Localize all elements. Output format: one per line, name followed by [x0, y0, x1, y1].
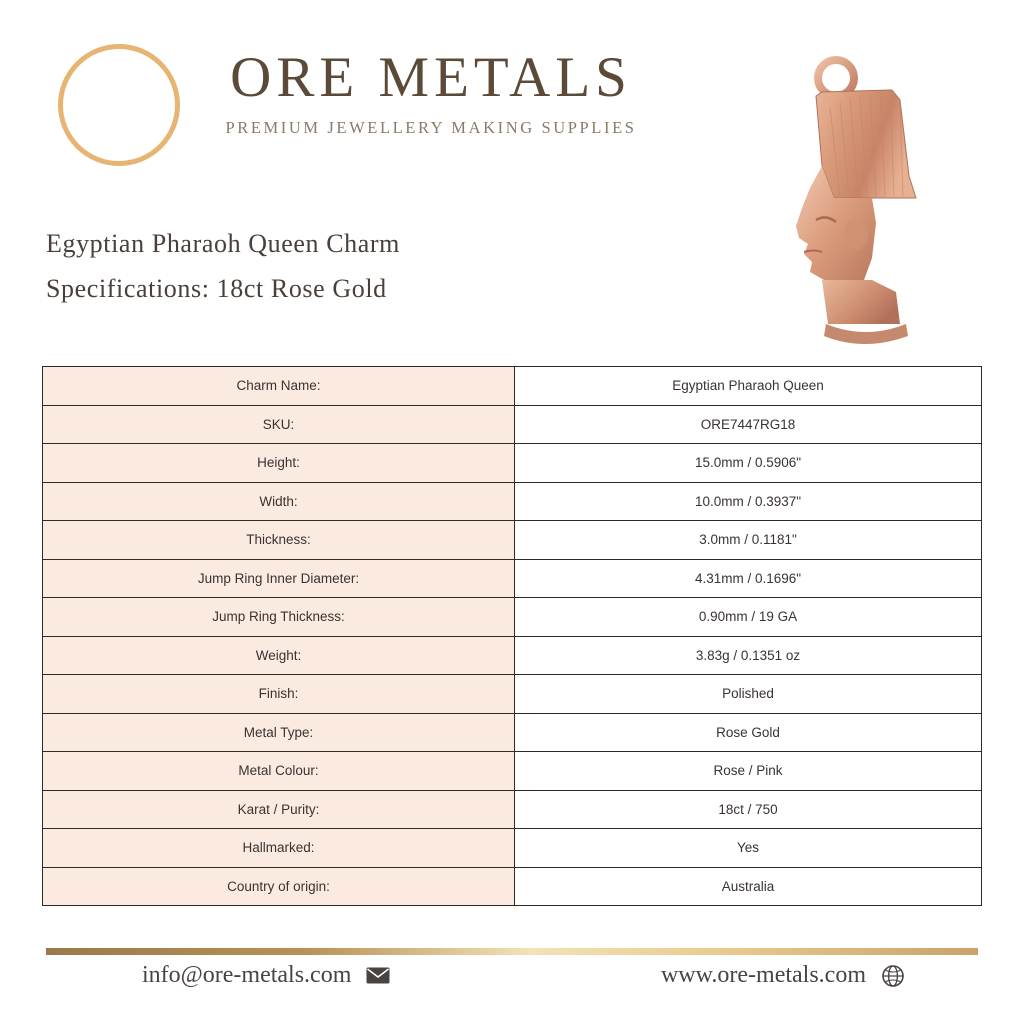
spec-value: 4.31mm / 0.1696"	[515, 559, 982, 598]
table-row	[43, 867, 982, 906]
table-row	[43, 367, 982, 406]
page-title: Egyptian Pharaoh Queen Charm	[46, 229, 400, 258]
globe-icon	[880, 963, 906, 989]
spec-label: Height:	[43, 444, 515, 483]
footer-website-group[interactable]	[661, 962, 906, 989]
footer	[46, 962, 978, 1012]
spec-value: 3.83g / 0.1351 oz	[515, 636, 982, 675]
spec-value: 15.0mm / 0.5906"	[515, 444, 982, 483]
spec-label: Charm Name:	[43, 367, 515, 406]
brand-block	[186, 48, 676, 138]
table-row	[43, 559, 982, 598]
specifications-table-body	[43, 367, 982, 906]
spec-label: Width:	[43, 482, 515, 521]
spec-value: Egyptian Pharaoh Queen	[515, 367, 982, 406]
table-row	[43, 598, 982, 637]
table-row	[43, 713, 982, 752]
spec-label: Karat / Purity:	[43, 790, 515, 829]
table-row	[43, 675, 982, 714]
footer-website[interactable]: www.ore-metals.com	[660, 962, 866, 988]
envelope-icon	[365, 963, 391, 989]
table-row	[43, 636, 982, 675]
spec-label: SKU:	[43, 405, 515, 444]
footer-email[interactable]: info@ore-metals.com	[142, 962, 352, 988]
spec-value: 10.0mm / 0.3937"	[515, 482, 982, 521]
footer-divider	[46, 948, 978, 955]
spec-label: Hallmarked:	[43, 829, 515, 868]
table-row	[43, 521, 982, 560]
footer-email-group[interactable]	[142, 962, 391, 989]
brand-tagline: PREMIUM JEWELLERY MAKING SUPPLIES	[225, 117, 637, 137]
table-row	[43, 482, 982, 521]
spec-value: Yes	[515, 829, 982, 868]
nefertiti-charm-icon	[704, 48, 964, 348]
gold-ring-logo-icon	[58, 44, 180, 166]
table-row	[43, 790, 982, 829]
brand-header	[58, 34, 678, 184]
spec-label: Jump Ring Thickness:	[43, 598, 515, 637]
page-title-block	[46, 222, 746, 311]
spec-value: Rose Gold	[515, 713, 982, 752]
table-row	[43, 752, 982, 791]
spec-value: 18ct / 750	[515, 790, 982, 829]
spec-label: Finish:	[43, 675, 515, 714]
spec-label: Country of origin:	[43, 867, 515, 906]
spec-value: Polished	[515, 675, 982, 714]
spec-label: Metal Type:	[43, 713, 515, 752]
table-row	[43, 444, 982, 483]
product-image	[704, 48, 964, 348]
brand-name: ORE METALS	[230, 46, 632, 109]
spec-label: Metal Colour:	[43, 752, 515, 791]
spec-value: ORE7447RG18	[515, 405, 982, 444]
spec-label: Jump Ring Inner Diameter:	[43, 559, 515, 598]
table-row	[43, 829, 982, 868]
spec-value: 3.0mm / 0.1181"	[515, 521, 982, 560]
table-row	[43, 405, 982, 444]
spec-value: 0.90mm / 19 GA	[515, 598, 982, 637]
spec-label: Thickness:	[43, 521, 515, 560]
page-subtitle: Specifications: 18ct Rose Gold	[46, 273, 387, 303]
spec-value: Rose / Pink	[515, 752, 982, 791]
spec-value: Australia	[515, 867, 982, 906]
specifications-table	[42, 366, 982, 906]
spec-label: Weight:	[43, 636, 515, 675]
